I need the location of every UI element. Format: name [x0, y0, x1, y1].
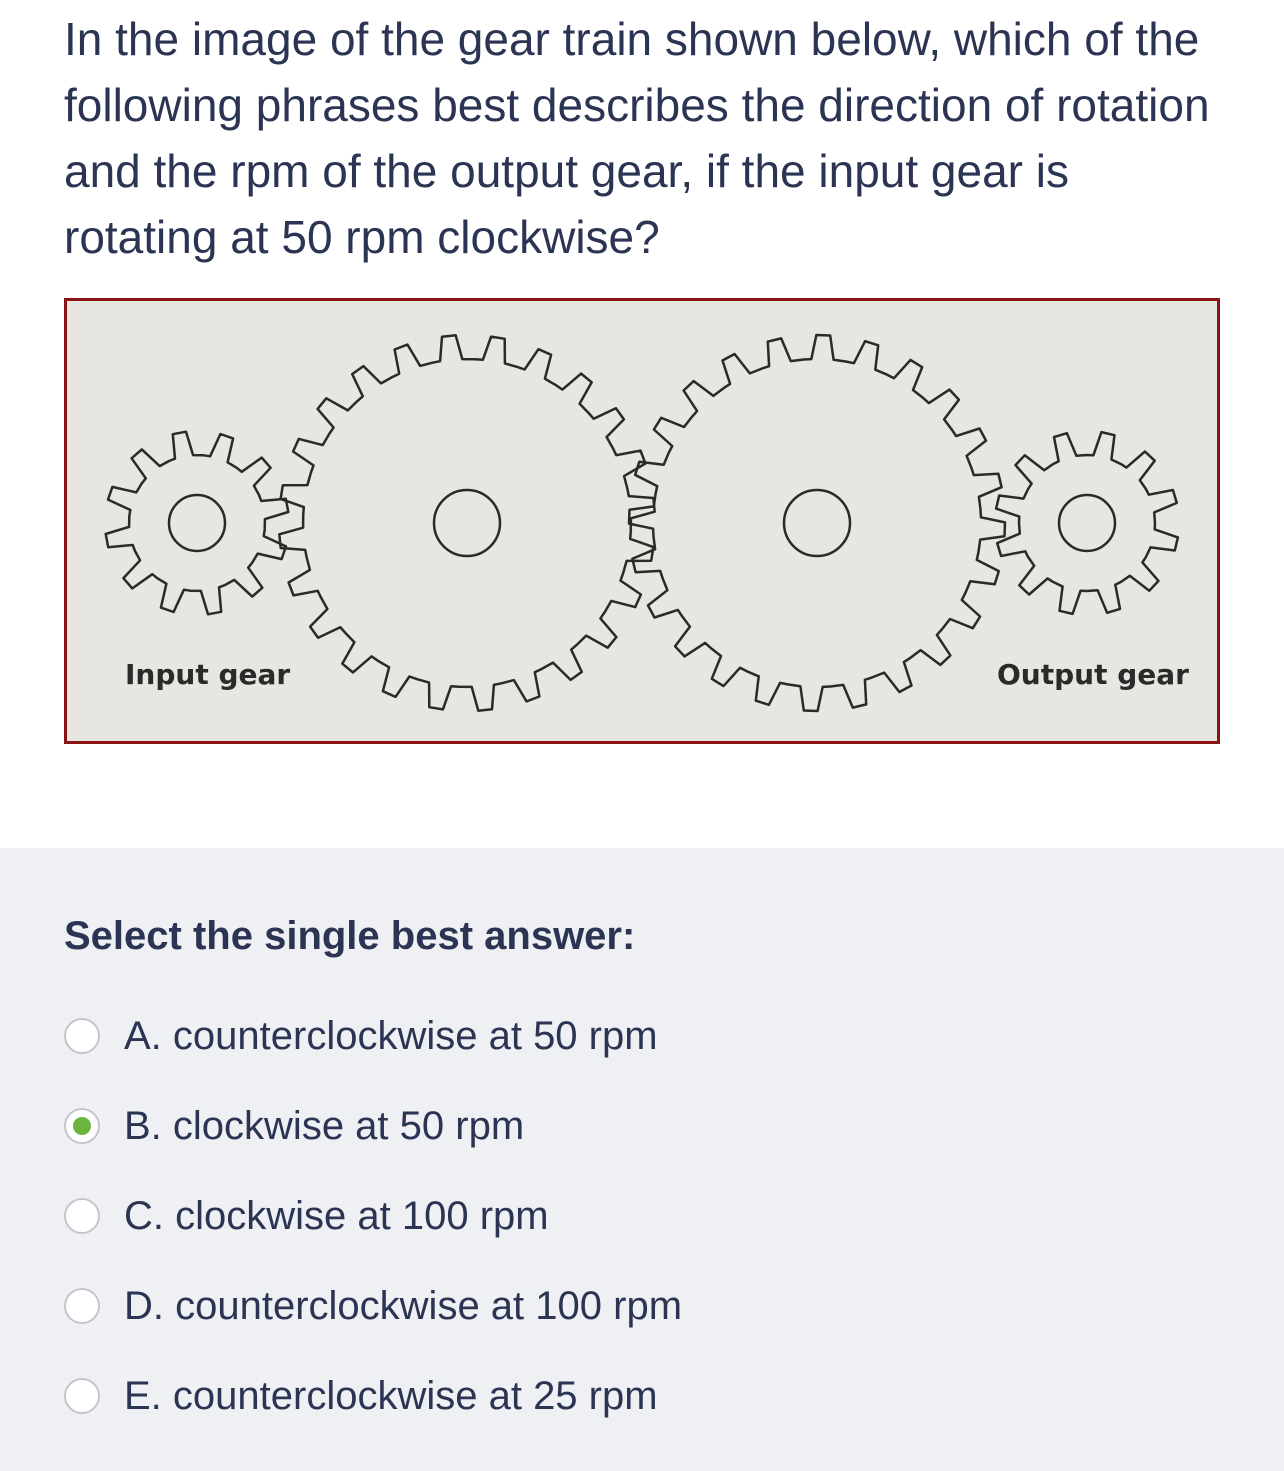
option-d[interactable]: [64, 1276, 682, 1336]
option-label: E. counterclockwise at 25 rpm: [124, 1373, 658, 1418]
gear-axle-hole: [169, 495, 225, 551]
idler-gear-2: [629, 335, 1005, 711]
option-label: B. clockwise at 50 rpm: [124, 1103, 525, 1148]
option-b[interactable]: [64, 1096, 524, 1156]
option-label: A. counterclockwise at 50 rpm: [124, 1013, 658, 1058]
radio-button[interactable]: [64, 1288, 100, 1324]
radio-button[interactable]: [64, 1198, 100, 1234]
gear-axle-hole: [784, 490, 850, 556]
question-text: In the image of the gear train shown below, which of the following phrases best describes the direction of rotation and the rpm of the output gear, if the input gear is rotating at 50 rpm clockwise?: [64, 13, 1210, 263]
output-gear: [996, 432, 1178, 614]
input-gear-label: Input gear: [125, 658, 291, 691]
answer-panel: [0, 848, 1284, 1471]
option-e[interactable]: [64, 1366, 658, 1426]
option-a[interactable]: [64, 1006, 658, 1066]
radio-button[interactable]: [64, 1378, 100, 1414]
gear-outline: [996, 432, 1178, 614]
option-label: C. clockwise at 100 rpm: [124, 1193, 549, 1238]
gear-axle-hole: [1059, 495, 1115, 551]
gear-outline: [629, 335, 1005, 711]
output-gear-label: Output gear: [997, 658, 1189, 691]
gear-outline: [106, 432, 289, 615]
option-label: D. counterclockwise at 100 rpm: [124, 1283, 683, 1328]
gear-train-figure: [64, 298, 1220, 744]
radio-button[interactable]: [64, 1018, 100, 1054]
input-gear: [106, 432, 289, 615]
radio-button-selected[interactable]: [64, 1108, 100, 1144]
option-c[interactable]: [64, 1186, 549, 1246]
answer-prompt: Select the single best answer:: [64, 914, 636, 958]
gear-axle-hole: [434, 490, 500, 556]
gear-train-diagram: [67, 301, 1217, 741]
gear-outline: [279, 335, 654, 710]
idler-gear-1: [279, 335, 654, 710]
